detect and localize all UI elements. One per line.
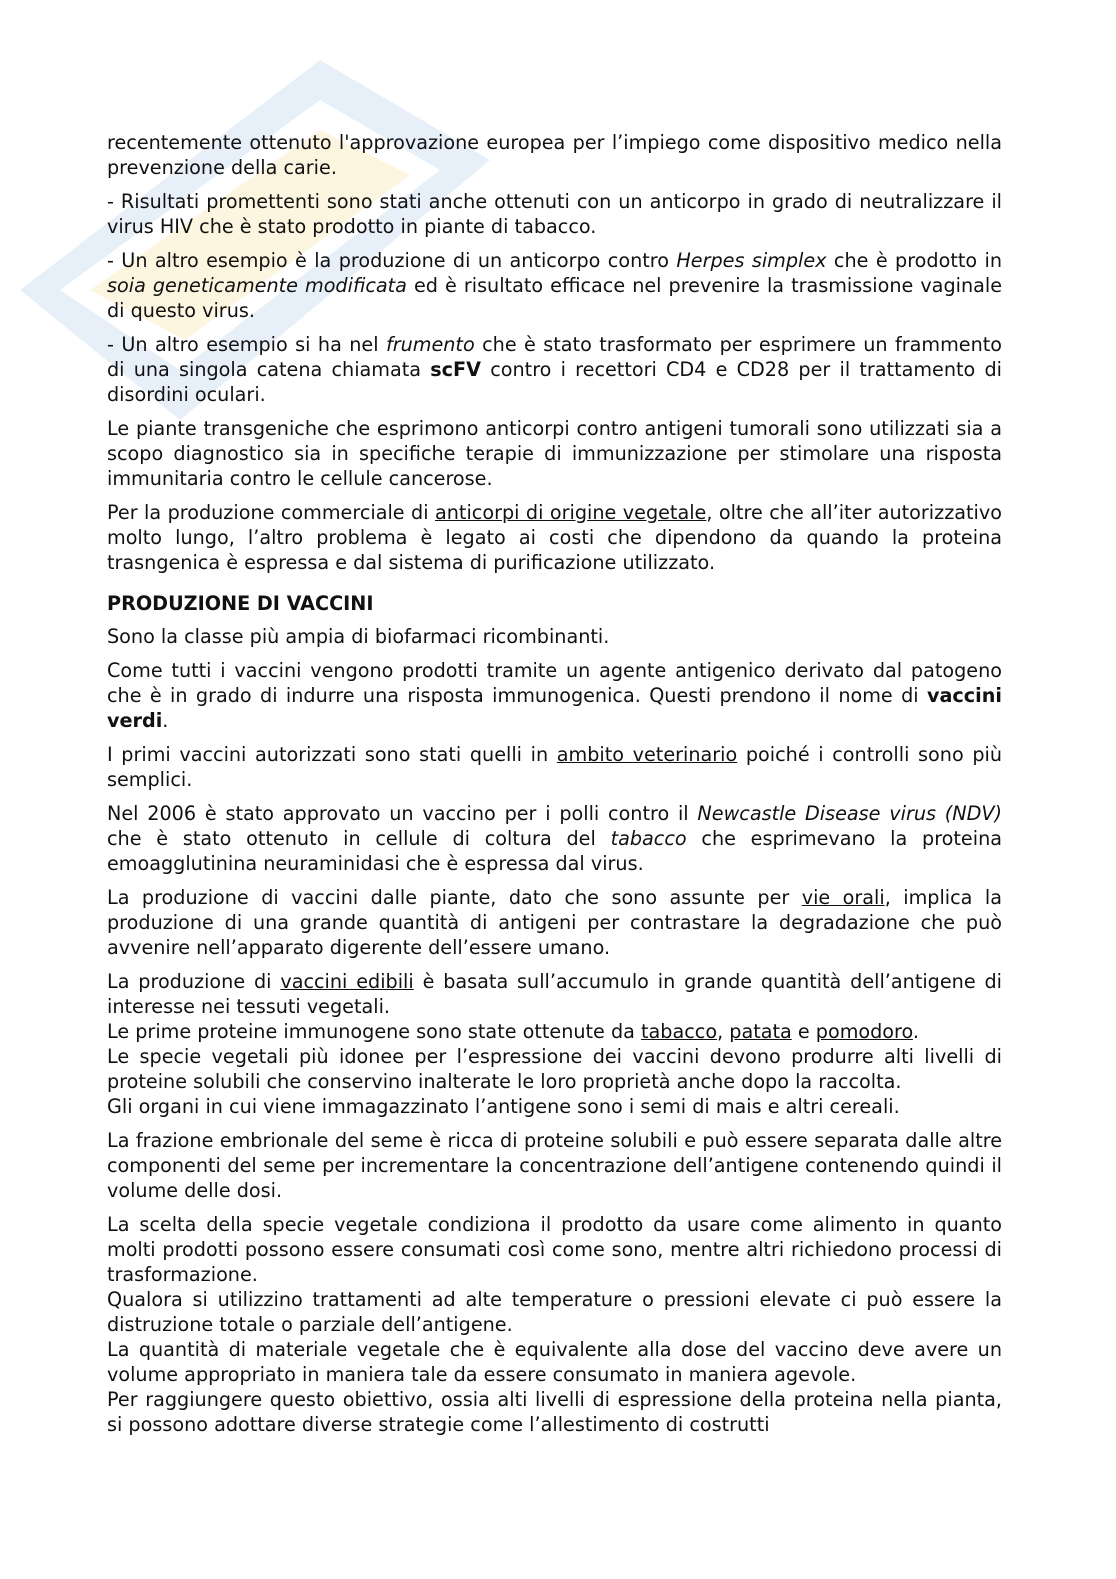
paragraph-1: recentemente ottenuto l'approvazione europea per l’impiego come dispositivo medico nella prevenzione della carie. bbox=[107, 131, 1002, 179]
paragraph-specie-idonee: Le specie vegetali più idonee per l’espressione dei vaccini devono produrre alti livelli di proteine solubili che conservino inalterate le loro proprietà anche dopo la raccolta. bbox=[107, 1045, 1002, 1093]
paragraph-vaccini-edibili: La produzione di vaccini edibili è basata sull’accumulo in grande quantità dell’antigene di interesse nei tessuti vegetali. bbox=[107, 970, 1002, 1018]
section-heading: PRODUZIONE DI VACCINI bbox=[107, 592, 374, 615]
paragraph-classe: Sono la classe più ampia di biofarmaci ricombinanti. bbox=[107, 625, 610, 648]
paragraph-organi: Gli organi in cui viene immagazzinato l’antigene sono i semi di mais e altri cereali. bbox=[107, 1095, 900, 1118]
paragraph-obiettivo: Per raggiungere questo obiettivo, ossia alti livelli di espressione della proteina nella pianta, si possono adottare diverse strategie come l’allestimento di costrutti bbox=[107, 1388, 1002, 1436]
paragraph-transgeniche: Le piante transgeniche che esprimono anticorpi contro antigeni tumorali sono utilizzati sia a scopo diagnostico sia in specifiche terapie di immunizzazione per stimolare una risposta immunitaria contro le cellule cancerose. bbox=[107, 417, 1002, 490]
paragraph-vaccini-verdi: Come tutti i vaccini vengono prodotti tramite un agente antigenico derivato dal patogeno che è in grado di indurre una risposta immunogenica. Questi prendono il nome di vaccini verdi. bbox=[107, 659, 1002, 732]
paragraph-frazione-embrionale: La frazione embrionale del seme è ricca di proteine solubili e può essere separata dalle altre componenti del seme per incrementare la concentrazione dell’antigene contenendo quindi il volume delle dosi. bbox=[107, 1129, 1002, 1202]
paragraph-trattamenti: Qualora si utilizzino trattamenti ad alte temperature o pressioni elevate ci può essere la distruzione totale o parziale dell’antigene. bbox=[107, 1288, 1002, 1336]
paragraph-prime-proteine: Le prime proteine immunogene sono state ottenute da tabacco, patata e pomodoro. bbox=[107, 1020, 920, 1043]
document-page bbox=[107, 130, 1002, 1437]
paragraph-quantita: La quantità di materiale vegetale che è equivalente alla dose del vaccino deve avere un volume appropriato in maniera tale da essere consumato in maniera agevole. bbox=[107, 1338, 1002, 1386]
paragraph-ndv: Nel 2006 è stato approvato un vaccino per i polli contro il Newcastle Disease virus (NDV) che è stato ottenuto in cellule di coltura del tabacco che esprimevano la proteina emoagglutinina neuraminidasi che è espressa dal virus. bbox=[107, 802, 1002, 875]
paragraph-produzione-commerciale: Per la produzione commerciale di anticorpi di origine vegetale, oltre che all’iter autorizzativo molto lungo, l’altro problema è legato ai costi che dipendono da quando la proteina trasngenica è espressa e dal sistema di purificazione utilizzato. bbox=[107, 501, 1002, 574]
paragraph-scelta-specie: La scelta della specie vegetale condiziona il prodotto da usare come alimento in quanto molti prodotti possono essere consumati così come sono, mentre altri richiedono processi di trasformazione. bbox=[107, 1213, 1002, 1286]
paragraph-frumento: - Un altro esempio si ha nel frumento che è stato trasformato per esprimere un frammento di una singola catena chiamata scFV contro i recettori CD4 e CD28 per il trattamento di disordini oculari. bbox=[107, 333, 1003, 406]
paragraph-veterinario: I primi vaccini autorizzati sono stati quelli in ambito veterinario poiché i controlli sono più semplici. bbox=[107, 743, 1002, 791]
paragraph-hiv: - Risultati promettenti sono stati anche ottenuti con un anticorpo in grado di neutralizzare il virus HIV che è stato prodotto in piante di tabacco. bbox=[107, 190, 1002, 238]
paragraph-vie-orali: La produzione di vaccini dalle piante, dato che sono assunte per vie orali, implica la produzione di una grande quantità di antigeni per contrastare la degradazione che può avvenire nell’apparato digerente dell’essere umano. bbox=[107, 886, 1002, 959]
paragraph-herpes: - Un altro esempio è la produzione di un anticorpo contro Herpes simplex che è prodotto in soia geneticamente modificata ed è risultato efficace nel prevenire la trasmissione vaginale di questo virus. bbox=[107, 249, 1003, 322]
